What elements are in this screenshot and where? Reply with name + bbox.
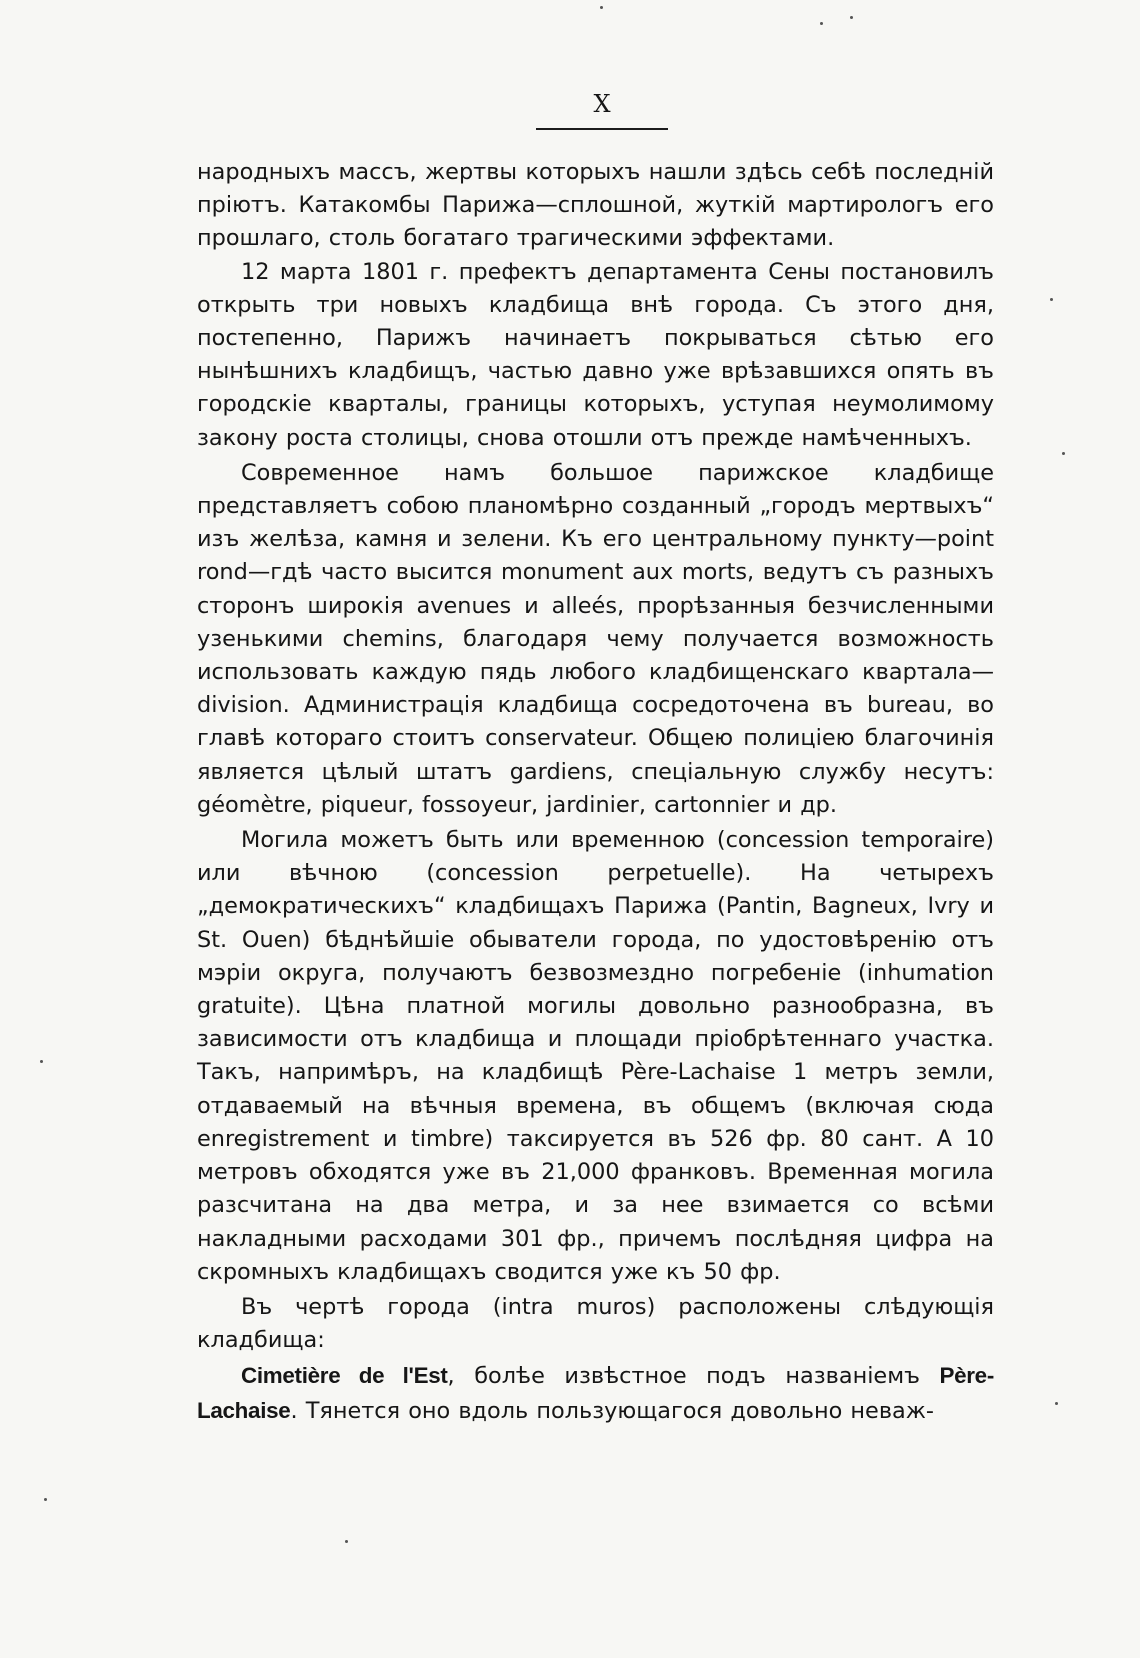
paragraph-6-middle: , болѣе извѣстное подъ названіемъ <box>447 1363 940 1390</box>
term-pere-lachaise: Père-Lachaise <box>197 1363 994 1423</box>
scan-speck <box>44 1498 47 1501</box>
paragraph-2: 12 марта 1801 г. префектъ департамента Сены постановилъ открыть три новыхъ кладбища внѣ города. Съ этого дня, постепенно, Парижъ начинаетъ покрываться сѣтью его нынѣшнихъ кладбищъ, частью давно уже врѣзавшихся опять въ городскіе кварталы, границы которыхъ, уступая неумолимому закону роста столицы, снова отошли отъ прежде намѣченныхъ. <box>197 258 994 451</box>
page-text <box>197 156 994 1428</box>
scan-speck <box>1062 452 1065 455</box>
scan-speck <box>600 6 603 9</box>
paragraph-3: Современное намъ большое парижское кладбище представляетъ собою планомѣрно созданный „городъ мертвыхъ“ изъ желѣза, камня и зелени. Къ его центральному пункту—point rond—гдѣ часто высится monument aux morts, ведутъ съ разныхъ сторонъ широкія avenues и alleés, прорѣзанныя безчисленными узенькими chemins, благодаря чему получается возможность использовать каждую пядь любого кладбищенскаго квартала—division. Администрація кладбища сосредоточена въ bureau, во главѣ котораго стоитъ conservateur. Общею полиціею благочинія является цѣлый штатъ gardiens, спеціальную службу несутъ: géomètre, piqueur, fossoyeur, jardinier, cartonnier и др. <box>197 459 994 818</box>
scan-speck <box>820 22 823 25</box>
scan-speck <box>850 16 853 19</box>
scan-speck <box>40 1060 43 1063</box>
paragraph-1: народныхъ массъ, жертвы которыхъ нашли здѣсь себѣ последній пріютъ. Катакомбы Парижа—сплошной, жуткій мартирологъ его прошлаго, столь богатаго трагическими эффектами. <box>197 159 994 252</box>
page-number-rule <box>536 128 668 130</box>
scan-speck <box>1050 298 1053 301</box>
paragraph-6-rest: . Тянется оно вдоль пользующагося довольно невaж- <box>290 1397 934 1424</box>
paragraph-6 <box>197 1359 994 1427</box>
term-cimetiere-de-l-est: Cimetière de l'Est <box>241 1363 448 1389</box>
scan-speck <box>1055 1402 1058 1405</box>
paragraph-5: Въ чертѣ города (intra muros) расположены слѣдующія кладбища: <box>197 1293 994 1354</box>
paragraph-4: Могила можетъ быть или временною (concession temporaire) или вѣчною (concession perpetuelle). На четырехъ „демократическихъ“ кладбищахъ Парижа (Pantin, Bagneux, Ivry и St. Ouen) бѣднѣйшіе обыватели города, по удостовѣренію отъ мэріи округа, получаютъ безвозмездно погребеніе (inhumation gratuite). Цѣна платной могилы довольно разнообразна, въ зависимости отъ кладбища и площади пріобрѣтеннаго участка. Такъ, напримѣръ, на кладбищѣ Père-Lachaise 1 метръ земли, отдаваемый на вѣчныя времена, въ общемъ (включая сюда enregistrement и timbre) таксируется въ 526 фр. 80 сант. А 10 метровъ обходятся уже въ 21,000 франковъ. Временная могила разсчитана на два метра, и за нее взимается со всѣми накладными расходами 301 фр., причемъ послѣдняя цифра на скромныхъ кладбищахъ сводится уже къ 50 фр. <box>197 827 994 1285</box>
page-number: X <box>593 90 611 118</box>
scan-speck <box>345 1540 348 1543</box>
